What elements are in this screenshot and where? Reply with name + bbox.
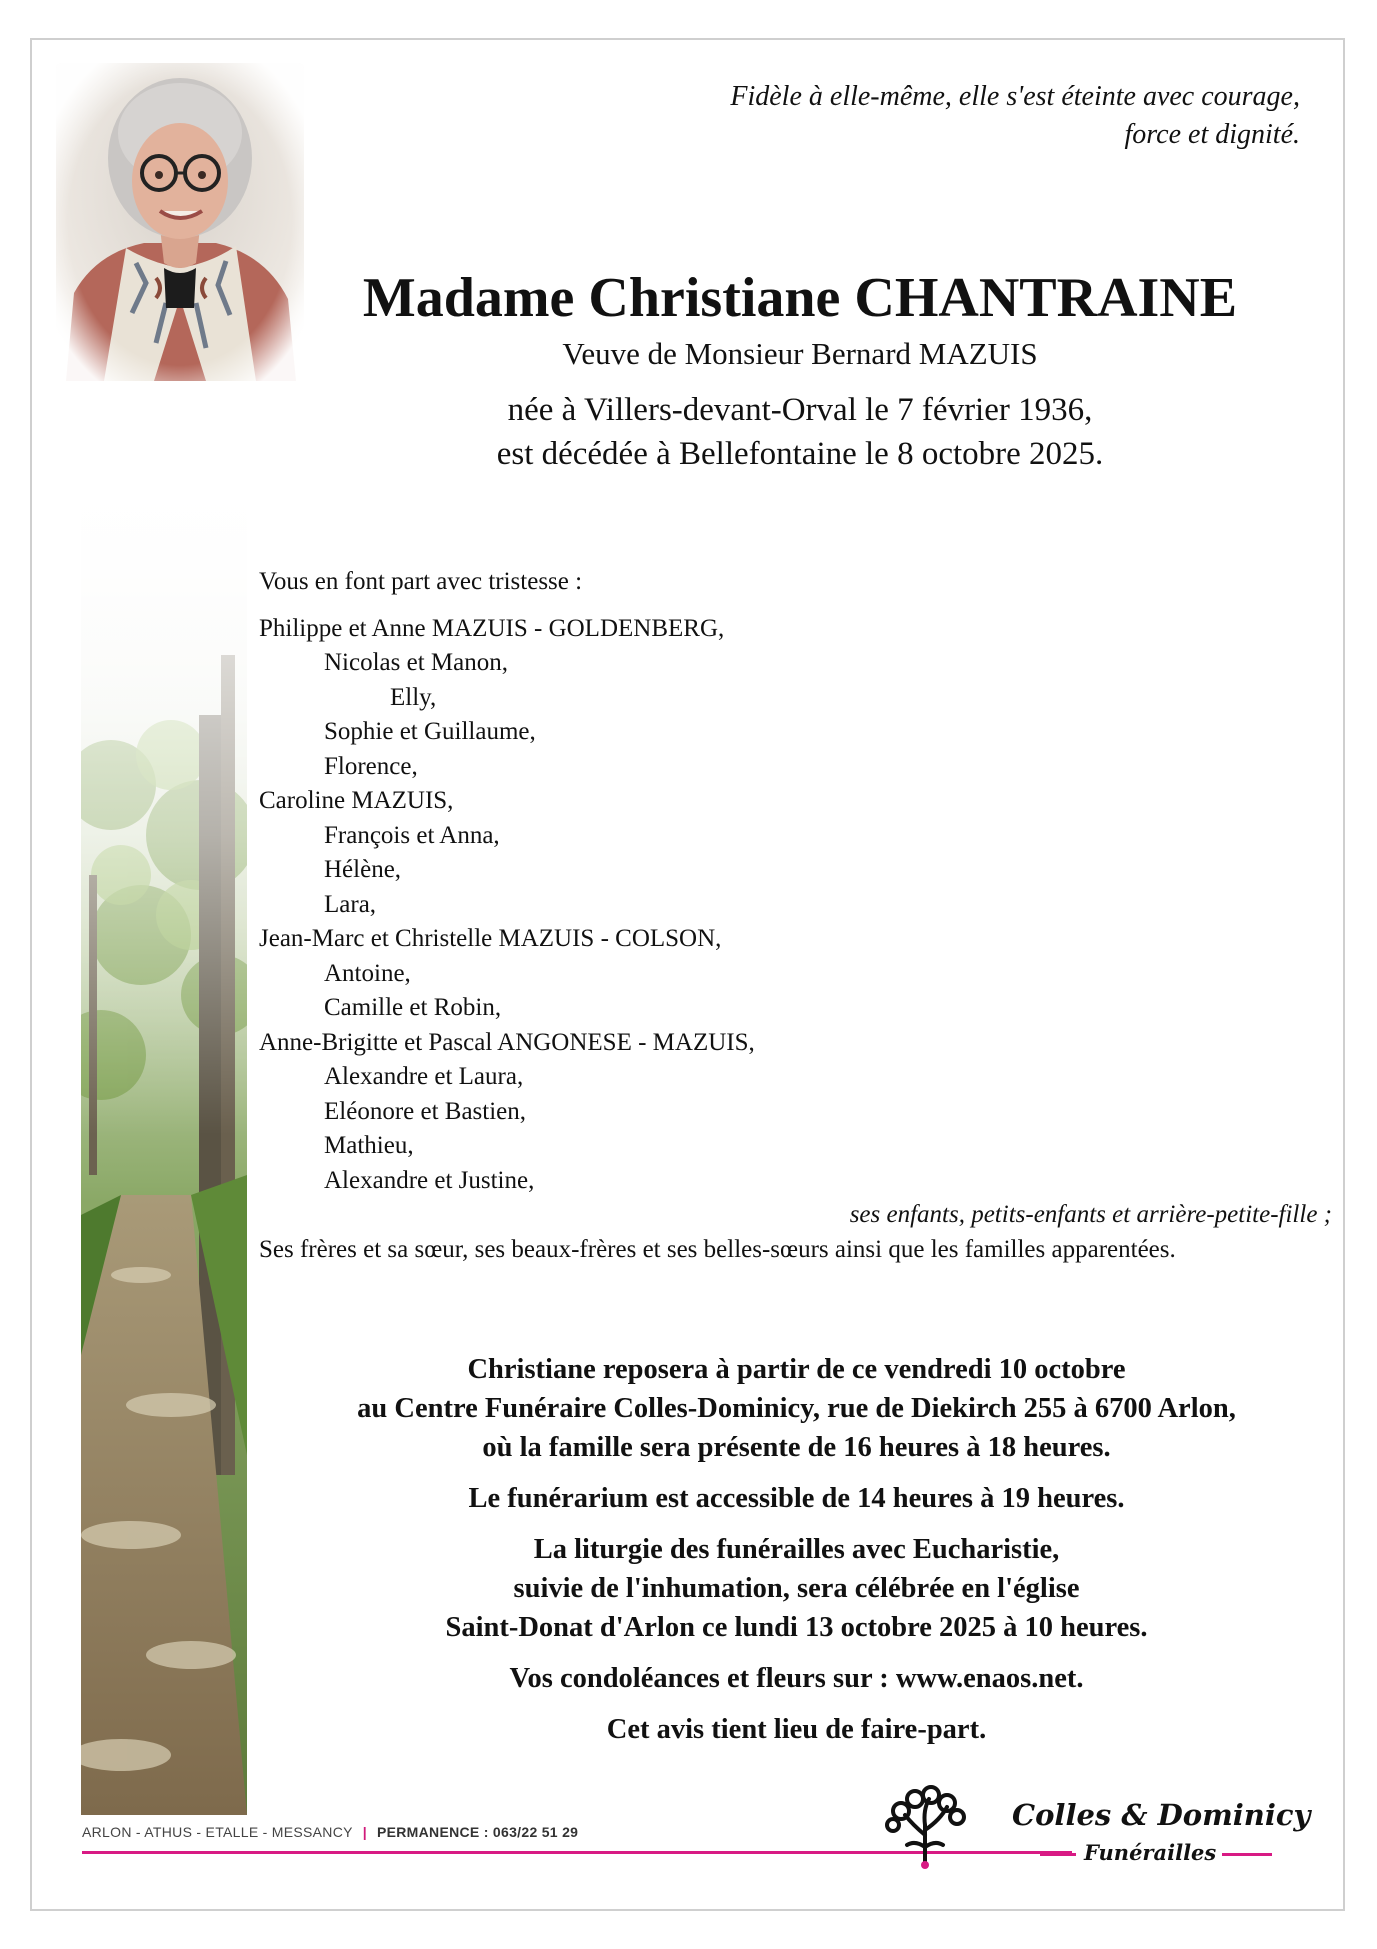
epitaph-quote — [600, 78, 1300, 154]
brand-name: Colles & Dominicy — [1012, 1798, 1311, 1832]
brand-line-left — [1040, 1853, 1076, 1856]
rest-line-2: au Centre Funéraire Colles-Dominicy, rue de Diekirch 255 à 6700 Arlon, — [357, 1393, 1236, 1424]
liturgy-info — [259, 1530, 1334, 1647]
birth-death-info — [300, 388, 1300, 476]
family-member: Hélène, — [324, 856, 402, 883]
footer-permanence: PERMANENCE : 063/22 51 29 — [377, 1824, 579, 1840]
family-member: Antoine, — [324, 959, 411, 987]
family-member: Elly, — [390, 683, 437, 711]
family-member: Anne-Brigitte et Pascal ANGONESE - MAZUIS, — [259, 1028, 755, 1056]
forest-path-image — [81, 455, 247, 1815]
family-member: Philippe et Anne MAZUIS - GOLDENBERG, — [259, 614, 725, 642]
rest-info — [259, 1350, 1334, 1467]
liturgy-line-3: Saint-Donat d'Arlon ce lundi 13 octobre 2025 à 10 heures. — [445, 1612, 1148, 1643]
family-relation: ses enfants, petits-enfants et arrière-petite-fille ; — [849, 1201, 1332, 1228]
family-member: Alexandre et Justine, — [324, 1166, 535, 1194]
siblings-line: Ses frères et sa sœur, ses beaux-frères et ses belles-sœurs ainsi que les familles apparentées. — [259, 1235, 1176, 1263]
rest-line-3: où la famille sera présente de 16 heures à 18 heures. — [482, 1432, 1111, 1463]
family-member: Eléonore et Bastien, — [324, 1097, 527, 1125]
family-member: Jean-Marc et Christelle MAZUIS - COLSON, — [259, 925, 722, 952]
family-member: Caroline MAZUIS, — [259, 787, 454, 814]
funerarium-access: Le funérarium est accessible de 14 heures à 19 heures. — [468, 1483, 1125, 1514]
family-member: Camille et Robin, — [324, 994, 502, 1021]
death-line: est décédée à Bellefontaine le 8 octobre 2025. — [496, 436, 1104, 472]
family-member: Alexandre et Laura, — [324, 1063, 524, 1090]
rest-line-1: Christiane reposera à partir de ce vendredi 10 octobre — [467, 1354, 1126, 1385]
family-member: Nicolas et Manon, — [324, 649, 508, 676]
liturgy-line-2: suivie de l'inhumation, sera célébrée en l'église — [513, 1573, 1080, 1604]
family-member: Mathieu, — [324, 1132, 414, 1159]
family-member: Florence, — [324, 752, 418, 780]
deceased-name: Madame Christiane CHANTRAINE — [362, 267, 1238, 329]
quote-line-2: force et dignité. — [1124, 119, 1300, 150]
liturgy-line-1: La liturgie des funérailles avec Eucharistie, — [533, 1534, 1060, 1565]
family-list — [259, 565, 1334, 1267]
condolences-line: Vos condoléances et fleurs sur : www.enaos.net. — [509, 1663, 1084, 1694]
brand-line-right — [1222, 1853, 1272, 1856]
brand-subtitle: Funérailles — [1084, 1840, 1217, 1865]
service-details — [259, 1350, 1334, 1761]
family-member: Lara, — [324, 890, 377, 918]
portrait-photo — [56, 63, 304, 381]
footer-contact — [82, 1824, 578, 1840]
footer-separator: | — [362, 1824, 367, 1840]
family-intro: Vous en font part avec tristesse : — [259, 568, 583, 595]
notice-line: Cet avis tient lieu de faire-part. — [606, 1714, 987, 1745]
quote-line-1: Fidèle à elle-même, elle s'est éteinte avec courage, — [730, 81, 1300, 112]
footer-locations: ARLON - ATHUS - ETALLE - MESSANCY — [82, 1824, 353, 1840]
birth-line: née à Villers-devant-Orval le 7 février 1936, — [507, 392, 1093, 428]
family-member: François et Anna, — [324, 821, 500, 849]
family-member: Sophie et Guillaume, — [324, 718, 536, 745]
widow-of-line: Veuve de Monsieur Bernard MAZUIS — [562, 336, 1038, 371]
